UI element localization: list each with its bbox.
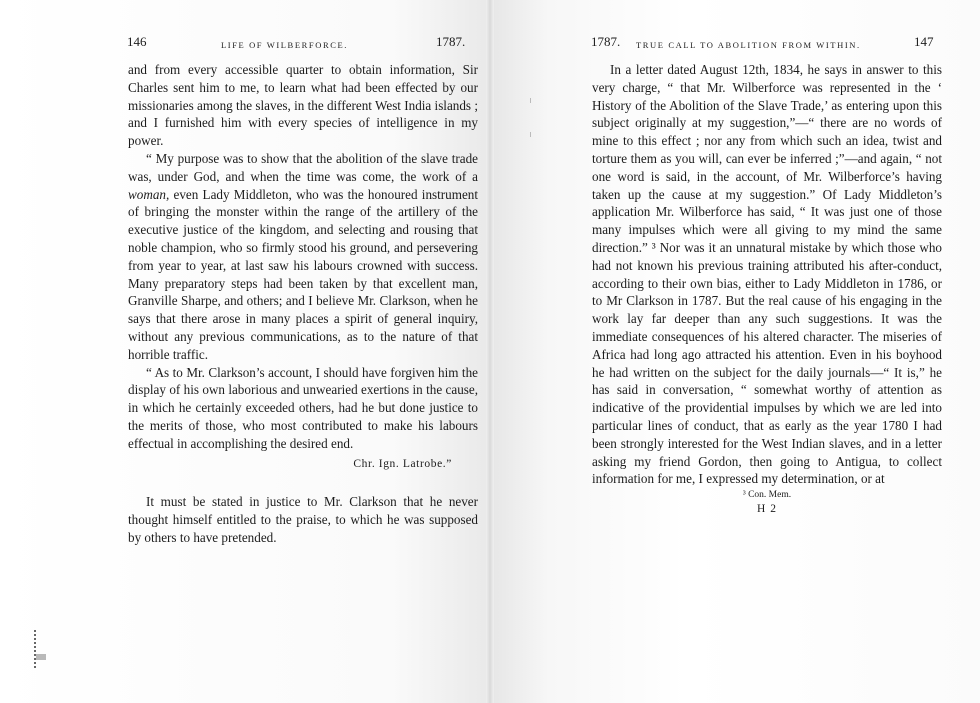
signature: Chr. Ign. Latrobe.”	[353, 457, 452, 470]
right-year: 1787.	[591, 34, 621, 49]
right-running-head: TRUE CALL TO ABOLITION FROM WITHIN.	[636, 40, 861, 50]
margin-tick	[530, 132, 531, 137]
right-text-column	[592, 61, 942, 516]
paragraph: It must be stated in justice to Mr. Clarkson that he never thought himself entitled to the praise, to which he was supposed by others to have pretended.	[128, 494, 478, 545]
book-gutter	[486, 0, 494, 703]
signature-mark: H 2	[757, 503, 777, 516]
margin-stain	[36, 654, 46, 660]
right-page-number: 147	[914, 34, 934, 49]
margin-scribble	[34, 630, 42, 668]
paragraph: “ My purpose was to show that the abolition of the slave trade was, under God, and when the time was come, the work of a woman, even Lady Middleton, who was the honoured instrument of bringing the monster within the range of the artillery of the executive justice of the kingdom, and selecting and rousing that noble champion, who so firmly stood his ground, and persevering from year to year, at last saw his labours crowned with success. Many preparatory steps had been taken by that excellent man, Granville Sharpe, and others; and I believe Mr. Clarkson, when he says that there arose in many places a spirit of general inquiry, without any previous communications, as to the nature of that horrible traffic.	[128, 150, 478, 362]
paragraph: In a letter dated August 12th, 1834, he says in answer to this very charge, “ that Mr. Wilberforce was represented in the ‘ History of the Abolition of the Slave Trade,’ as entering upon this subject originally at my suggestion,”—“ there are no words of mine to this effect ; nor any from which such an idea, twist and torture them as you will, can ever be inferred ;”—and again, “ not one word is said, in the account, of Mr. Wilberforce’s having taken up the cause at my suggestion.” Of Lady Middleton’s application Mr. Wilberforce has said, “ It was just one of those many impulses which were all giving to my mind the same direction.” ³ Nor was it an unnatural mistake by which those who had not known his previous training attributed his after-conduct, according to their own bias, either to Lady Middleton in 1786, or to Mr Clarkson in 1787. But the real cause of his engaging in the work lay far deeper than any such suggestions. It was the immediate consequences of his altered character. The miseries of Africa had long ago attracted his attention. Even in his boyhood he had written on the subject for the daily journals—“ It is,” he has said in conversation, “ somewhat worthy of attention as indicative of the providential impulses by which we are led into particular lines of conduct, that as early as the year 1780 I had been strongly interested for the West Indian slaves, and in a letter asking my friend Gordon, then going to Antigua, to collect information for me, I expressed my determination, or at	[592, 62, 942, 487]
margin-tick	[530, 98, 531, 103]
paragraph: and from every accessible quarter to obtain information, Sir Charles sent him to me, to learn what had been effected by our missionaries among the slaves, in the different West India islands ; and I furnished him with every species of intelligence in my power.	[128, 62, 478, 149]
left-text-column	[128, 61, 478, 547]
left-running-head: LIFE OF WILBERFORCE.	[221, 40, 349, 50]
footnote: ³ Con. Mem.	[742, 490, 792, 501]
left-year: 1787.	[436, 34, 466, 49]
paragraph: “ As to Mr. Clarkson’s account, I should have forgiven him the display of his own laborious and unwearied exertions in the cause, in which he certainly exceeded others, had he but done justice to the merits of those, who most contributed to make his labours effectual in accomplishing the desired end.	[128, 364, 478, 451]
left-page-number: 146	[127, 34, 147, 49]
